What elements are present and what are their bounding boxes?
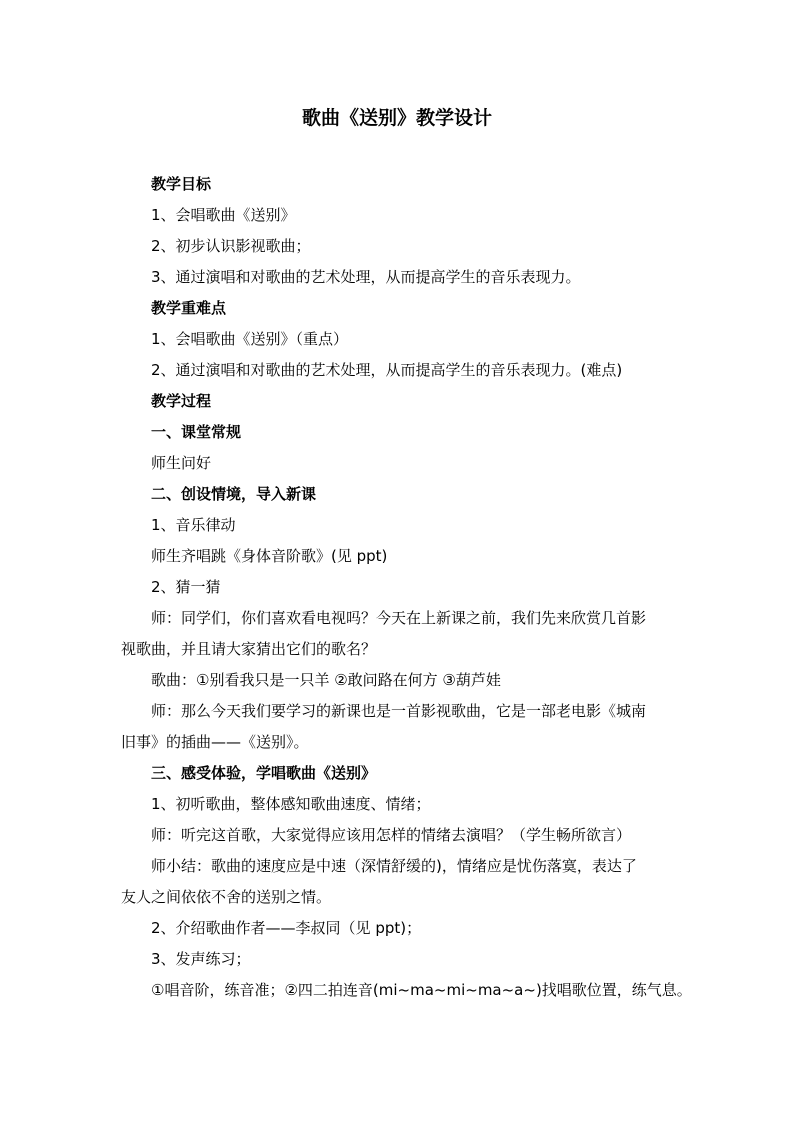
paragraph-line: 师小结：歌曲的速度应是中速（深情舒缓的)，情绪应是忧伤落寞，表达了 [151, 857, 637, 875]
section-1-heading: 一、课堂常规 [151, 423, 242, 441]
paragraph-line: ①唱音阶，练音准；②四二拍连音(mi~ma~mi~ma~a~)找唱歌位置，练气息。 [151, 981, 692, 999]
section-3-item-3: 3、发声练习； [151, 950, 251, 968]
paragraph-line: 师：听完这首歌，大家觉得应该用怎样的情绪去演唱？（学生畅所欲言） [151, 826, 632, 844]
section-3-item-1: 1、初听歌曲，整体感知歌曲速度、情绪； [151, 795, 431, 813]
paragraph-line: 旧事》的插曲——《送别》。 [121, 733, 309, 751]
goal-item-1: 1、会唱歌曲《送别》 [151, 206, 296, 224]
heading-teaching-goals: 教学目标 [151, 175, 212, 193]
key-point-1: 1、会唱歌曲《送别》（重点） [151, 330, 349, 348]
section-2-item-2: 2、猜一猜 [151, 578, 221, 596]
goal-item-2: 2、初步认识影视歌曲； [151, 237, 311, 255]
paragraph-line: 友人之间依依不舍的送别之情。 [121, 888, 332, 906]
heading-key-points: 教学重难点 [151, 299, 227, 317]
paragraph-line: 视歌曲，并且请大家猜出它们的歌名？ [121, 640, 377, 658]
heading-teaching-process: 教学过程 [151, 392, 212, 410]
section-2-text-1: 师生齐唱跳《身体音阶歌》(见 ppt) [151, 547, 388, 565]
songs-list: 歌曲：①别看我只是一只羊 ②敢问路在何方 ③葫芦娃 [151, 671, 501, 689]
section-1-text: 师生问好 [151, 454, 212, 472]
section-3-item-2: 2、介绍歌曲作者——李叔同（见 ppt)； [151, 919, 422, 937]
goal-item-3: 3、通过演唱和对歌曲的艺术处理，从而提高学生的音乐表现力。 [151, 268, 581, 286]
document-title: 歌曲《送别》教学设计 [301, 107, 492, 129]
section-3-heading: 三、感受体验，学唱歌曲《送别》 [151, 764, 377, 782]
section-2-item-1: 1、音乐律动 [151, 516, 236, 534]
section-2-heading: 二、创设情境，导入新课 [151, 485, 317, 503]
paragraph-line: 师：那么今天我们要学习的新课也是一首影视歌曲，它是一部老电影《城南 [151, 702, 647, 720]
paragraph-line: 师：同学们，你们喜欢看电视吗？今天在上新课之前，我们先来欣赏几首影 [151, 609, 647, 627]
key-point-2: 2、通过演唱和对歌曲的艺术处理，从而提高学生的音乐表现力。(难点) [151, 361, 623, 379]
